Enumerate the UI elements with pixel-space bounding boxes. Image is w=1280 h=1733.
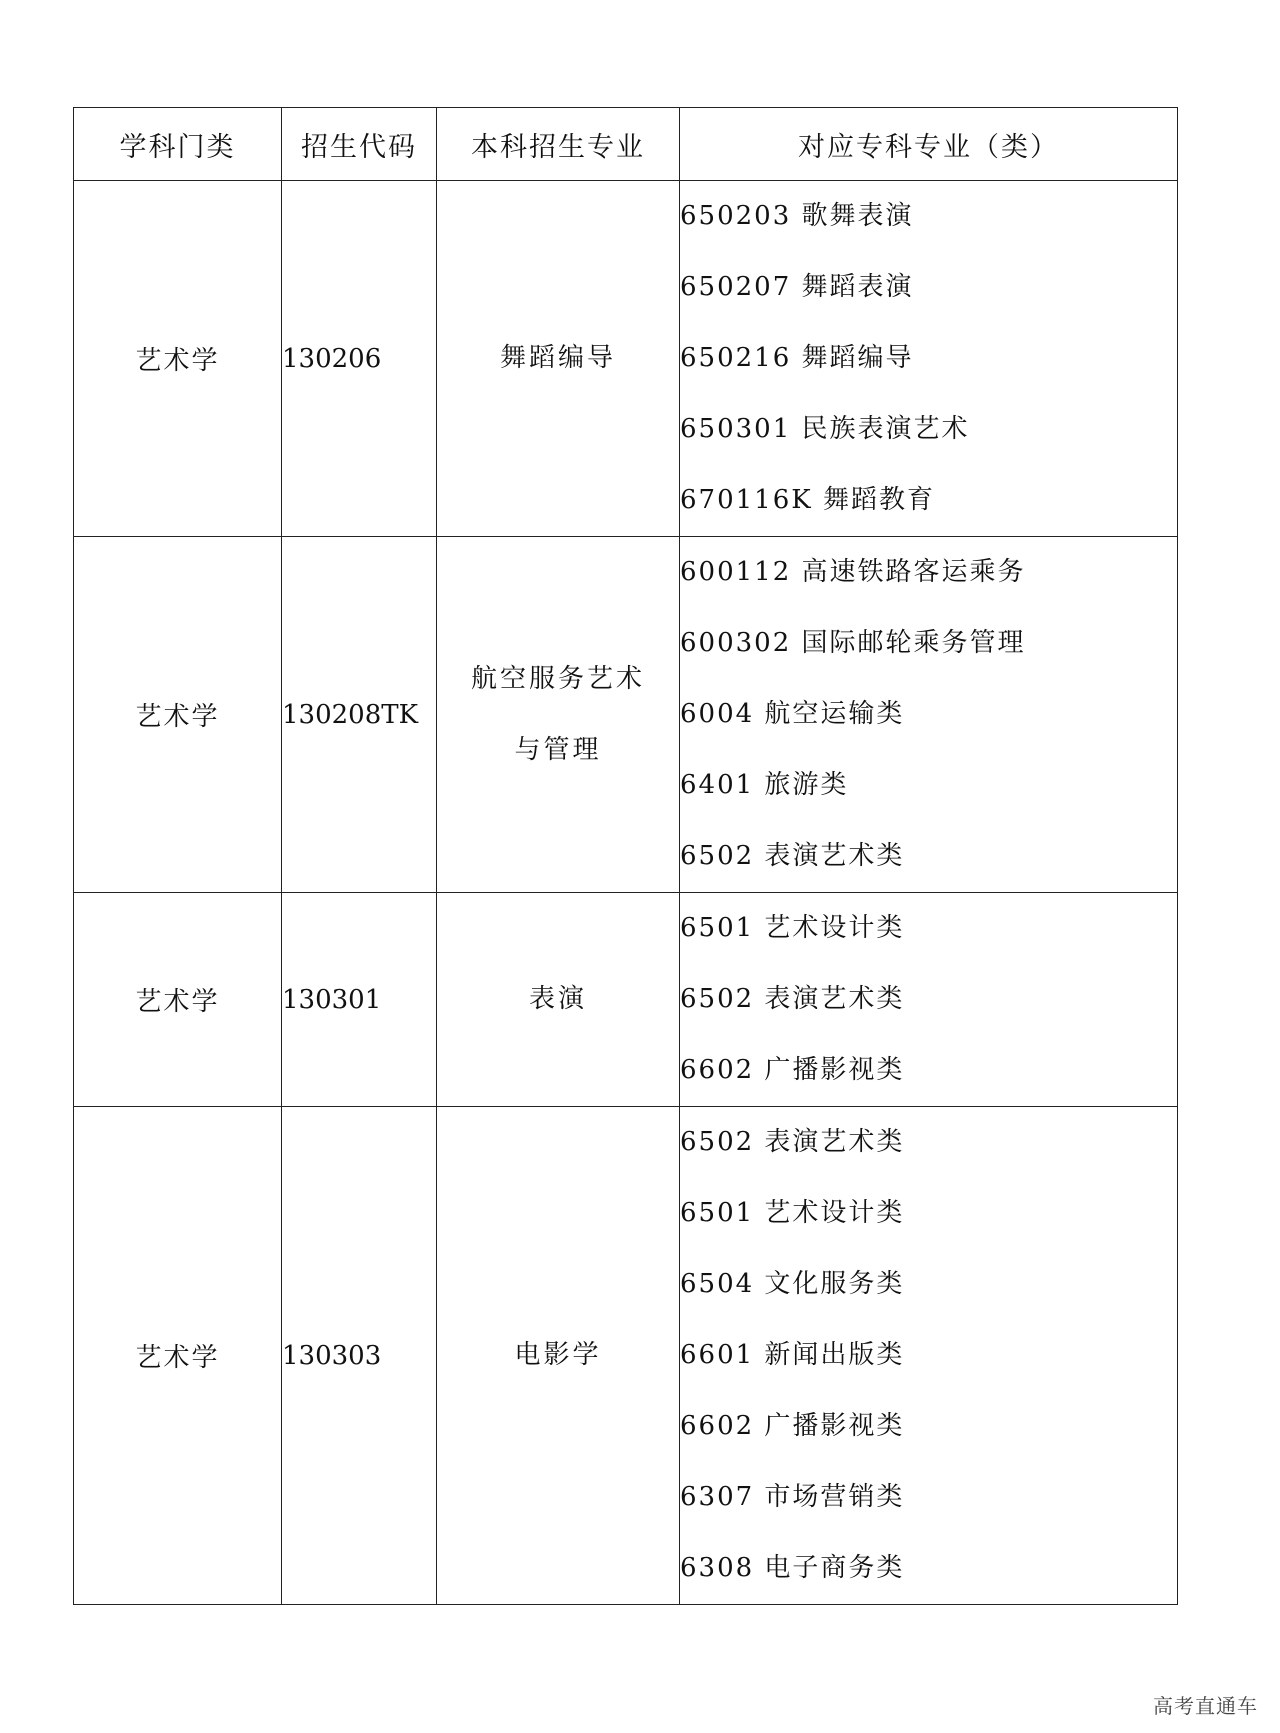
related-major-item: 6602 广播影视类 xyxy=(680,1055,905,1085)
related-majors-cell xyxy=(680,537,1178,893)
header-row xyxy=(74,108,1178,181)
related-major-item: 6501 艺术设计类 xyxy=(680,1198,905,1228)
table-row xyxy=(74,537,1178,893)
related-major-item: 600112 高速铁路客运乘务 xyxy=(680,557,1026,587)
category-cell: 艺术学 xyxy=(74,181,282,537)
major-cell xyxy=(437,537,680,893)
major-cell xyxy=(437,181,680,537)
related-major-item: 600302 国际邮轮乘务管理 xyxy=(680,628,1026,658)
code-cell: 130208TK xyxy=(282,537,437,893)
major-cell xyxy=(437,1107,680,1605)
related-majors-cell xyxy=(680,181,1178,537)
related-major-item: 6307 市场营销类 xyxy=(680,1482,905,1512)
related-major-item: 6501 艺术设计类 xyxy=(680,913,905,943)
related-major-item: 6502 表演艺术类 xyxy=(680,1127,905,1157)
watermark-text: 高考直通车 xyxy=(1153,1694,1258,1718)
related-major-item: 6502 表演艺术类 xyxy=(680,841,905,871)
major-name: 电影学 xyxy=(514,1340,602,1370)
related-major-item: 650301 民族表演艺术 xyxy=(680,414,970,444)
code-cell: 130301 xyxy=(282,893,437,1107)
related-major-item: 650216 舞蹈编导 xyxy=(680,343,914,373)
table-row xyxy=(74,181,1178,537)
related-majors-cell xyxy=(680,1107,1178,1605)
major-name: 舞蹈编导 xyxy=(499,343,616,373)
header-code: 招生代码 xyxy=(282,108,437,181)
related-major-item: 6401 旅游类 xyxy=(680,770,849,800)
major-name: 航空服务艺术与管理 xyxy=(470,663,645,765)
header-major: 本科招生专业 xyxy=(437,108,680,181)
related-major-item: 6004 航空运输类 xyxy=(680,699,905,729)
code-cell: 130303 xyxy=(282,1107,437,1605)
related-major-item: 6602 广播影视类 xyxy=(680,1411,905,1441)
category-cell: 艺术学 xyxy=(74,1107,282,1605)
related-major-item: 650203 歌舞表演 xyxy=(680,201,914,231)
related-major-item: 6504 文化服务类 xyxy=(680,1269,905,1299)
major-correspondence-table xyxy=(73,107,1178,1605)
table-row xyxy=(74,893,1178,1107)
related-major-item: 6308 电子商务类 xyxy=(680,1553,905,1583)
header-related: 对应专科专业（类） xyxy=(680,108,1178,181)
related-major-item: 6502 表演艺术类 xyxy=(680,984,905,1014)
major-name: 表演 xyxy=(528,984,587,1014)
table-row xyxy=(74,1107,1178,1605)
category-cell: 艺术学 xyxy=(74,893,282,1107)
major-cell xyxy=(437,893,680,1107)
header-category: 学科门类 xyxy=(74,108,282,181)
table-body xyxy=(74,181,1178,1605)
related-majors-cell xyxy=(680,893,1178,1107)
category-cell: 艺术学 xyxy=(74,537,282,893)
related-major-item: 6601 新闻出版类 xyxy=(680,1340,905,1370)
related-major-item: 670116K 舞蹈教育 xyxy=(680,485,935,515)
related-major-item: 650207 舞蹈表演 xyxy=(680,272,914,302)
code-cell: 130206 xyxy=(282,181,437,537)
